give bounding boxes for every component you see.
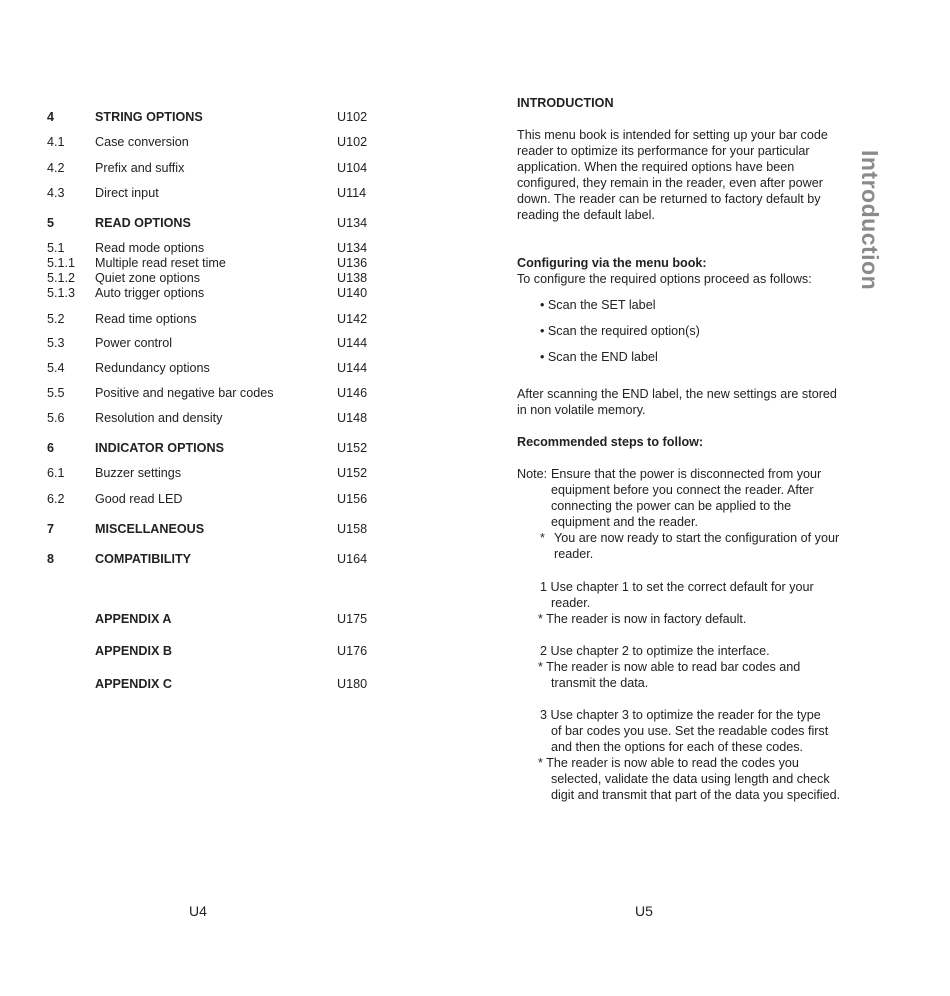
toc-title: COMPATIBILITY [95,552,192,566]
toc-number: 4.3 [47,186,65,200]
toc-title: Read time options [95,312,197,326]
config-text: To configure the required options proceed as follows: [517,272,812,286]
toc-page: U142 [337,312,368,326]
toc-title: Prefix and suffix [95,161,185,175]
toc-number: 5 [47,216,55,230]
toc-title: Positive and negative bar codes [95,386,274,400]
step-text: 2 Use chapter 2 to optimize the interface. [540,644,770,658]
toc-page: U156 [337,492,368,506]
toc-page: U144 [337,361,368,375]
toc-title: Case conversion [95,135,189,149]
note-text: Ensure that the power is disconnected from your equipment before you connect the reader. After connecting the power can be applied to the equipment and the reader. [551,467,822,529]
step-result-continuation: transmit the data. [551,676,649,690]
toc-number: 5.2 [47,312,65,326]
toc-page: U152 [337,466,368,480]
toc-page: U140 [337,286,368,300]
ready-text: You are now ready to start the configuration of your reader. [554,531,840,561]
toc-page: U144 [337,336,368,350]
toc-number: 7 [47,522,55,536]
toc-title: Read mode options [95,241,205,255]
note-label: Note: [517,467,548,481]
toc-title: Direct input [95,186,159,200]
toc-page: U102 [337,135,368,149]
toc-title: Good read LED [95,492,183,506]
step-text: 1 Use chapter 1 to set the correct default for your [540,580,814,594]
toc-page: U148 [337,411,368,425]
step-text: 3 Use chapter 3 to optimize the reader for the type [540,708,821,722]
step-result: * The reader is now able to read the codes you [538,756,799,770]
toc-number: 6.2 [47,492,65,506]
toc-title: Redundancy options [95,361,210,375]
step-result: * The reader is now in factory default. [538,612,747,626]
toc-number: 6 [47,441,55,455]
toc-number: 4.2 [47,161,65,175]
toc-title: INDICATOR OPTIONS [95,441,224,455]
toc-title: Resolution and density [95,411,223,425]
toc-number: 5.1.3 [47,286,76,300]
toc-page: U158 [337,522,368,536]
toc-number: 5.5 [47,386,65,400]
config-heading: Configuring via the menu book: [517,256,707,270]
bullet-item: • Scan the SET label [540,298,656,312]
step-result-continuation: selected, validate the data using length and check digit and transmit that part of the data you specified. [551,772,841,802]
toc-title: Quiet zone options [95,271,201,285]
step-continuation: of bar codes you use. Set the readable codes first and then the options for each of these codes. [551,724,829,754]
toc-page: U152 [337,441,368,455]
toc-page: U175 [337,612,368,626]
toc-title: APPENDIX C [95,677,172,691]
toc-number: 4.1 [47,135,65,149]
toc-title: APPENDIX A [95,612,172,626]
toc-title: APPENDIX B [95,644,172,658]
side-title: Introduction [857,150,883,291]
toc-number: 6.1 [47,466,65,480]
step-3 [540,707,847,803]
after-text: After scanning the END label, the new settings are stored in non volatile memory. [517,387,837,417]
toc-page: U134 [337,216,368,230]
toc-page: U146 [337,386,368,400]
toc-title: STRING OPTIONS [95,110,203,124]
toc-number: 5.4 [47,361,65,375]
intro-paragraph: This menu book is intended for setting up your bar code reader to optimize its performance for your particular application. When the required options have been configured, they remain in the reader, even after power down. The reader can be returned to factory default by reading the default label. [517,128,828,222]
asterisk: * [540,531,545,545]
toc-number: 5.1.1 [47,256,76,270]
toc-title: Power control [95,336,172,350]
toc-title: READ OPTIONS [95,216,191,230]
toc-page: U180 [337,677,368,691]
ready-note [540,530,847,562]
bullet-item: • Scan the required option(s) [540,324,700,338]
toc-page: U102 [337,110,368,124]
toc-number: 5.6 [47,411,65,425]
step-result: * The reader is now able to read bar codes and [538,660,801,674]
page-number-right: U5 [635,903,653,919]
step-1 [540,579,847,627]
toc-number: 5.1.2 [47,271,76,285]
page-number-left: U4 [189,903,207,919]
toc-page: U104 [337,161,368,175]
toc-title: Multiple read reset time [95,256,226,270]
toc-page: U114 [337,186,367,200]
toc-page: U134 [337,241,368,255]
step-continuation: reader. [551,596,591,610]
bullet-item: • Scan the END label [540,350,658,364]
toc-number: 5.3 [47,336,65,350]
toc-title: Buzzer settings [95,466,182,480]
toc-page: U138 [337,271,368,285]
toc-number: 8 [47,552,55,566]
toc-page: U164 [337,552,368,566]
steps-heading: Recommended steps to follow: [517,435,704,449]
toc-number: 4 [47,110,55,124]
intro-heading: INTRODUCTION [517,96,614,110]
toc-title: MISCELLANEOUS [95,522,205,536]
toc-number: 5.1 [47,241,65,255]
toc-page: U136 [337,256,368,270]
toc-page: U176 [337,644,368,658]
toc-title: Auto trigger options [95,286,205,300]
step-2 [540,643,847,691]
